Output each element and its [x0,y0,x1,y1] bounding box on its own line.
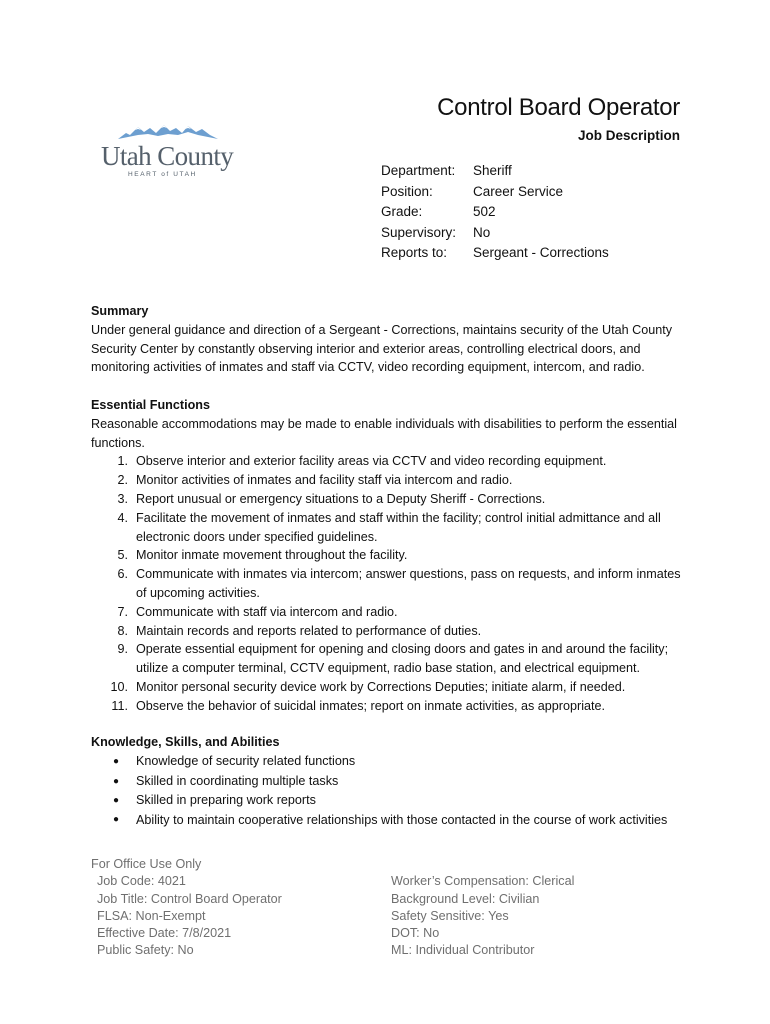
item-number: 9. [117,642,128,657]
item-text: Skilled in preparing work reports [136,793,316,808]
bullet-icon: ● [113,795,120,807]
essential-functions-list [91,452,691,715]
office-column-right [391,873,691,959]
item-text: Skilled in coordinating multiple tasks [136,773,339,788]
list-item [91,471,691,490]
logo-tagline: HEART of UTAH [128,171,197,178]
list-item [91,678,691,697]
office-use-section [91,856,691,960]
list-item [91,640,691,678]
office-column-left [91,873,391,959]
office-field: Safety Sensitive: Yes [391,908,509,923]
item-number: 6. [117,567,128,582]
summary-section [91,302,691,377]
office-field: DOT: No [391,926,440,941]
item-text: Monitor inmate movement throughout the facility. [136,548,408,563]
list-item [91,452,691,471]
meta-value: 502 [473,204,496,220]
item-text: Monitor activities of inmates and facility staff via intercom and radio. [136,473,513,488]
mountains-icon [118,122,218,142]
meta-label: Reports to: [381,245,448,261]
item-text: Communicate with inmates via intercom; answer questions, pass on requests, and inform inmates of upcoming activities. [136,567,681,600]
meta-row-position [381,182,609,203]
utah-county-logo [100,122,234,182]
essential-functions-section [91,396,691,716]
meta-value: Sergeant - Corrections [473,245,609,261]
item-text: Knowledge of security related functions [136,753,356,768]
meta-label: Supervisory: [381,224,457,240]
summary-heading: Summary [91,304,149,318]
list-item [91,772,691,792]
ksa-list [91,752,691,830]
meta-row-department [381,161,609,182]
office-field: Effective Date: 7/8/2021 [97,926,232,941]
meta-value: Sheriff [473,163,512,178]
office-field: Job Code: 4021 [97,874,186,889]
job-meta-table [381,161,609,264]
item-number: 10. [110,679,128,694]
essential-heading: Essential Functions [91,398,210,412]
bullet-icon: ● [113,755,120,767]
item-text: Operate essential equipment for opening and closing doors and gates in and around the facility; utilize a computer terminal, CCTV equipment, radio base station, and electrical equipment. [136,642,669,676]
list-item [91,546,691,565]
essential-intro: Reasonable accommodations may be made to enable individuals with disabilities to perform the essential functions. [91,416,677,450]
item-number: 5. [117,548,128,563]
list-item [91,791,691,811]
item-text: Ability to maintain cooperative relationships with those contacted in the course of work activities [136,813,668,828]
item-number: 2. [117,473,128,488]
meta-row-reports-to [381,243,609,264]
item-number: 1. [117,454,128,469]
office-field: ML: Individual Contributor [391,943,535,958]
item-text: Observe the behavior of suicidal inmates; report on inmate activities, as appropriate. [136,698,606,713]
bullet-icon: ● [113,775,120,787]
office-field: FLSA: Non-Exempt [97,908,206,923]
list-item [91,603,691,622]
meta-label: Position: [381,183,433,199]
page-subtitle: Job Description [577,128,680,143]
meta-row-supervisory [381,223,609,244]
item-text: Maintain records and reports related to performance of duties. [136,623,482,638]
office-heading: For Office Use Only [91,857,202,871]
ksa-heading: Knowledge, Skills, and Abilities [91,735,280,749]
item-text: Monitor personal security device work by Corrections Deputies; initiate alarm, if needed. [136,679,626,694]
logo-name: Utah County [101,141,234,171]
list-item [91,490,691,509]
item-text: Observe interior and exterior facility areas via CCTV and video recording equipment. [136,454,607,469]
list-item [91,509,691,547]
office-field: Worker’s Compensation: Clerical [391,874,575,889]
list-item [91,565,691,603]
office-field: Public Safety: No [97,943,194,958]
item-number: 4. [117,510,128,525]
list-item [91,697,691,716]
meta-value: No [473,224,491,240]
office-field: Background Level: Civilian [391,891,540,906]
item-number: 3. [117,491,128,506]
meta-label: Department: [381,163,456,178]
meta-value: Career Service [473,183,564,199]
item-number: 7. [117,604,128,619]
bullet-icon: ● [113,814,120,826]
page-title: Control Board Operator [437,94,680,121]
meta-row-grade [381,202,609,223]
meta-label: Grade: [381,204,423,220]
office-field: Job Title: Control Board Operator [97,891,282,906]
summary-text: Under general guidance and direction of a Sergeant - Corrections, maintains security of the Utah County Security Center by constantly observing interior and exterior areas, controlling electrical doors, and monitoring activities of inmates and staff via CCTV, video recording equipment, intercom, and radio. [91,322,673,375]
item-text: Communicate with staff via intercom and radio. [136,604,398,619]
item-number: 8. [117,623,128,638]
office-columns [91,873,691,959]
list-item [91,811,691,830]
item-number: 11. [111,698,128,713]
ksa-section [91,733,691,830]
item-text: Report unusual or emergency situations to a Deputy Sheriff - Corrections. [136,491,546,506]
list-item [91,622,691,641]
item-text: Facilitate the movement of inmates and staff within the facility; control initial admittance and all electronic doors under specified guidelines. [136,510,661,544]
list-item [91,752,691,772]
